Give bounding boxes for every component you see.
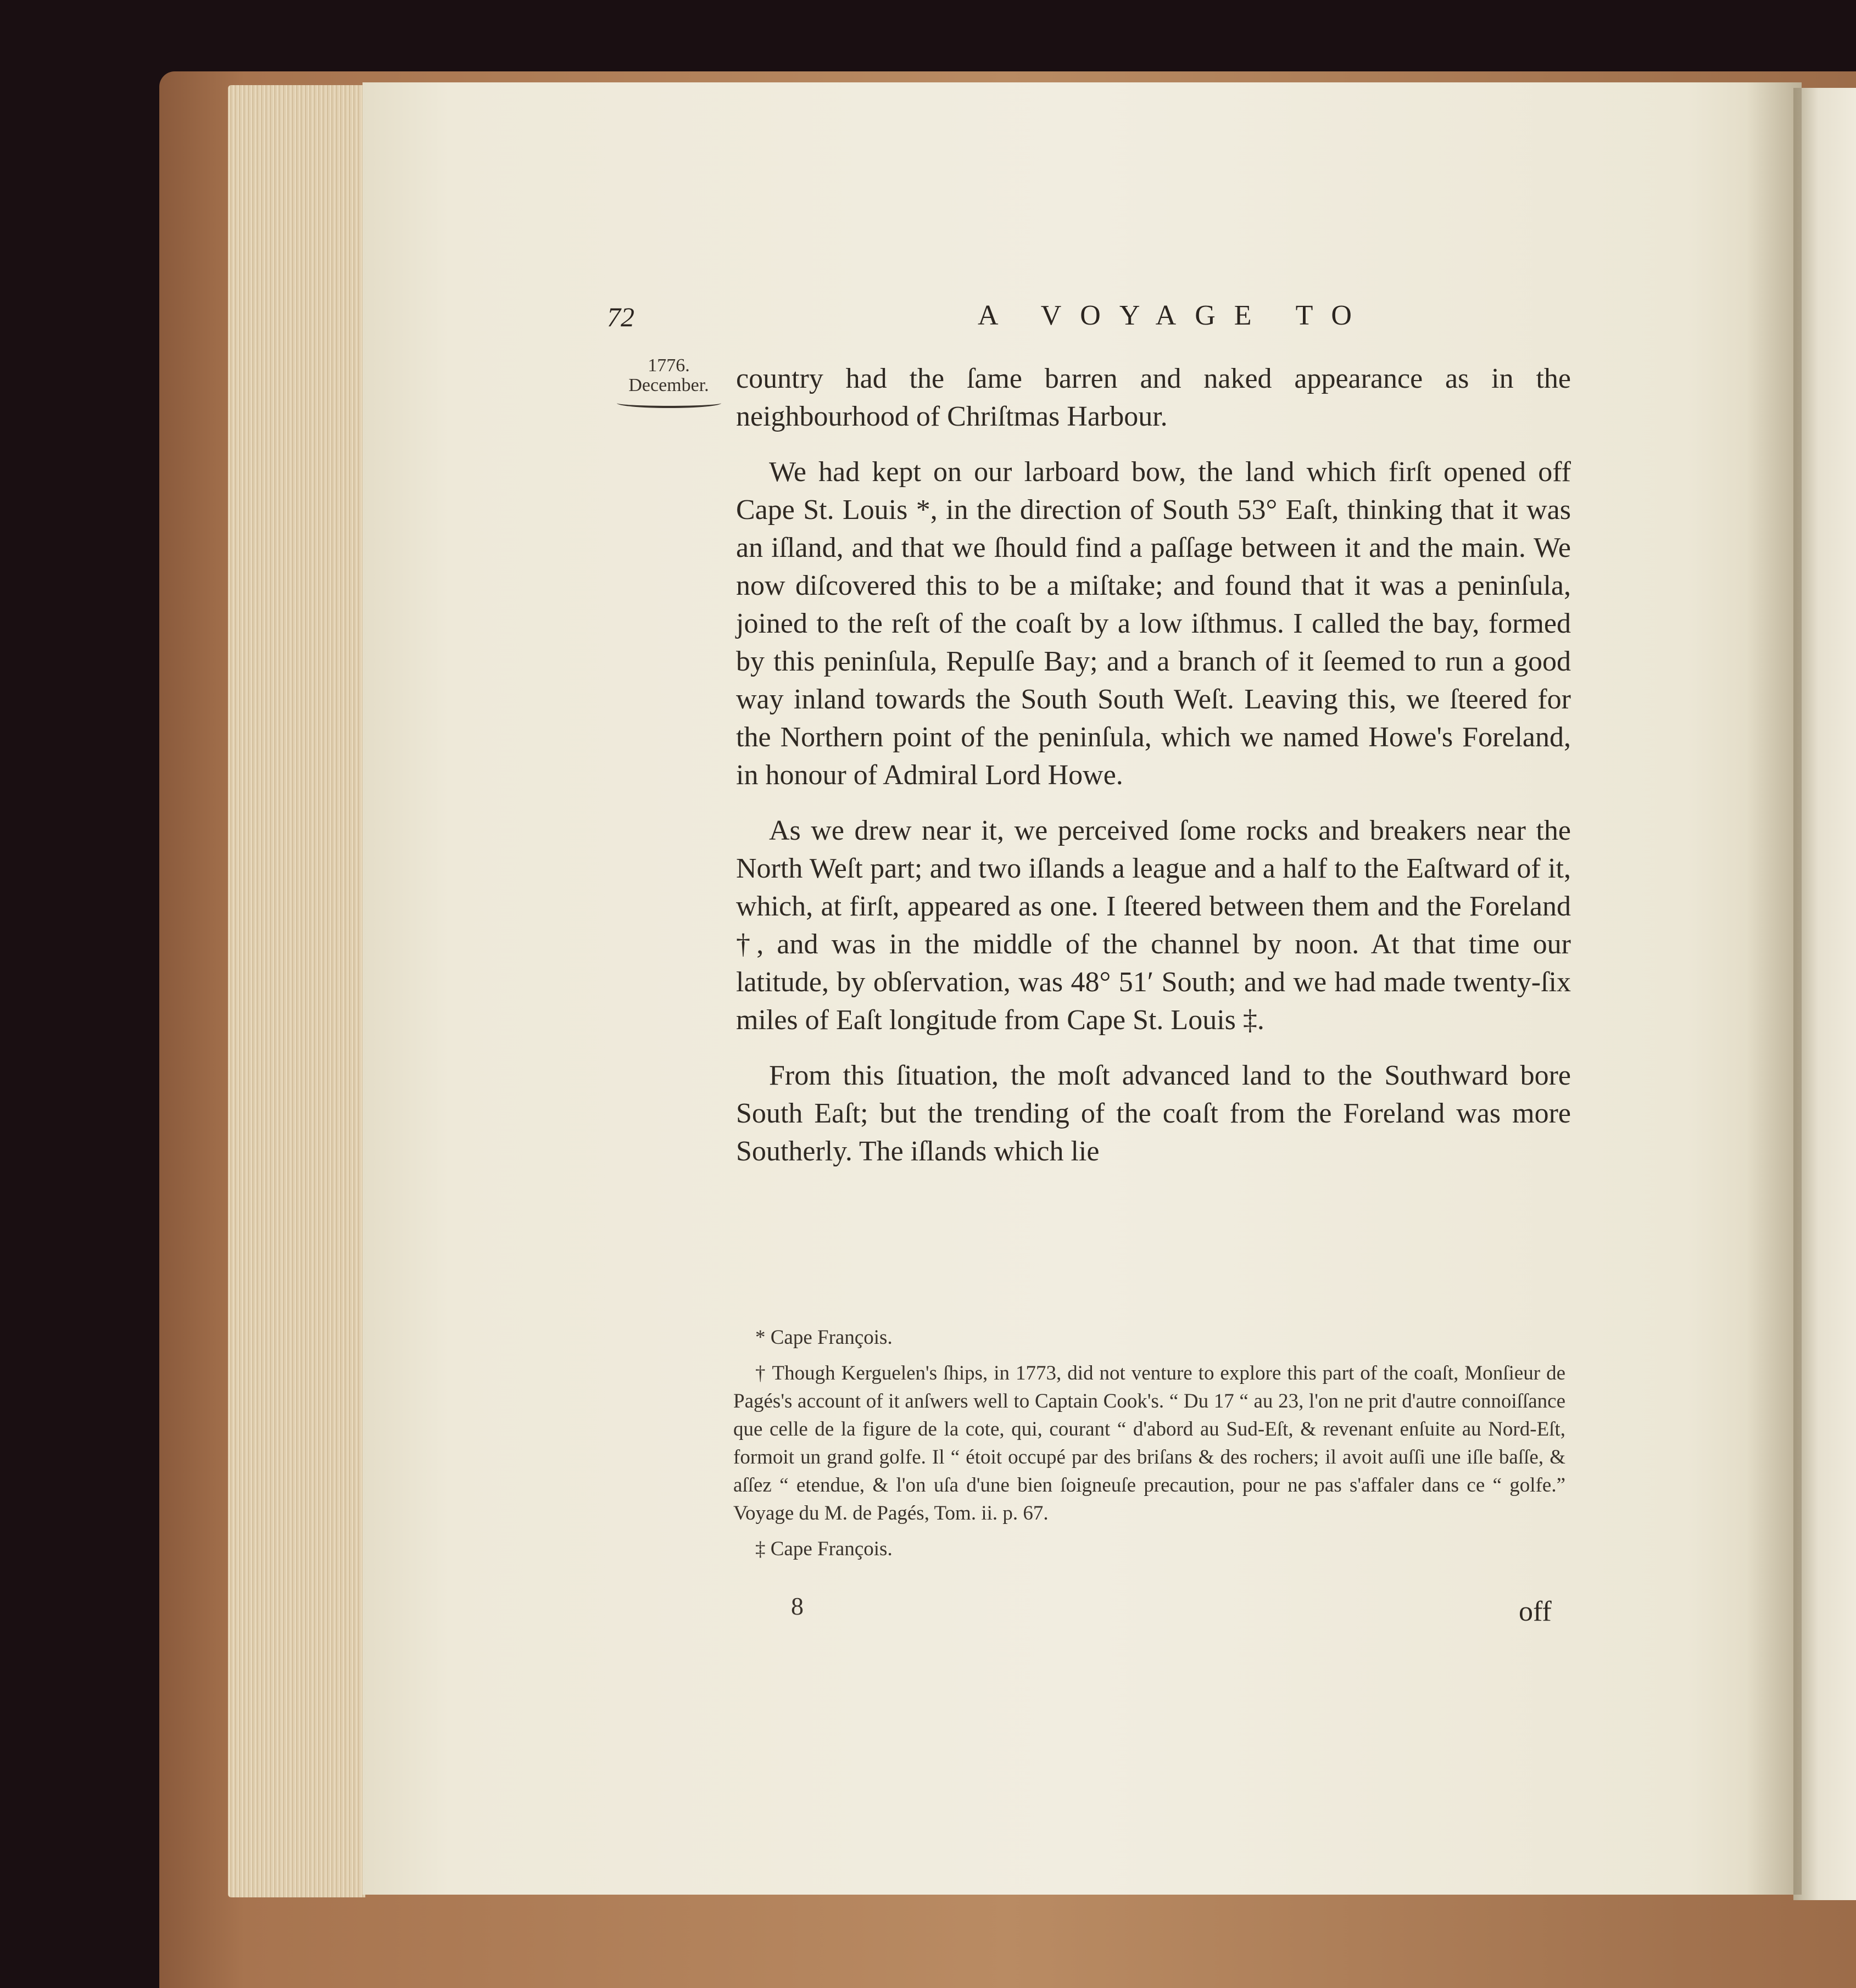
body-text bbox=[736, 360, 1571, 1188]
page-number: 72 bbox=[607, 301, 634, 332]
footnote-1: * Cape François. bbox=[755, 1326, 893, 1349]
page-edges bbox=[228, 85, 365, 1897]
margin-brace bbox=[617, 398, 721, 408]
margin-year: 1776. bbox=[648, 355, 690, 376]
margin-month: December. bbox=[628, 375, 709, 395]
paragraph-1: country had the ſame barren and naked appearance as in the neighbourhood of Chriſtmas Harbour. bbox=[736, 363, 1571, 432]
footnotes bbox=[733, 1324, 1565, 1571]
paragraph-2: We had kept on our larboard bow, the land which firſt opened off Cape St. Louis *, in the direction of South 53° Eaſt, thinking that it was an iſland, and that we ſhould find a paſſage between it and the main. We now diſcovered this to be a miſtake; and found that it was a peninſula, joined to the reſt of the coaſt by a low iſthmus. I called the bay, formed by this peninſula, Repulſe Bay; and a branch of it ſeemed to run a good way inland towards the South South Weſt. Leaving this, we ſteered for the Northern point of the peninſula, which we named Howe's Foreland, in honour of Admiral Lord Howe. bbox=[736, 456, 1571, 791]
paragraph-3: As we drew near it, we perceived ſome rocks and breakers near the North Weſt part; and two iſlands a league and a half to the Eaſtward of it, which, at firſt, appeared as one. I ſteered between them and the Foreland †, and was in the middle of the channel by noon. At that time our latitude, by obſervation, was 48° 51′ South; and we had made twenty-ſix miles of Eaſt longitude from Cape St. Louis ‡. bbox=[736, 815, 1571, 1036]
footnote-2: † Though Kerguelen's ſhips, in 1773, did not venture to explore this part of the coaſt, Monſieur de Pagés's account of it anſwers well to Captain Cook's. “ Du 17 “ au 23, l'on ne prit d'autre connoiſſance que celle de la figure de la cote, qui, courant “ d'abord au Sud-Eſt, & revenant enſuite au Nord-Eſt, formoit un grand golfe. Il “ étoit occupé par des briſans & des rochers; il avoit auſſi une iſle baſſe, & aſſez “ etendue, & l'on uſa d'une bien ſoigneuſe precaution, pour ne pas s'affaler dans ce “ golfe.” Voyage du M. de Pagés, Tom. ii. p. 67. bbox=[733, 1362, 1565, 1524]
margin-date-note bbox=[612, 356, 725, 408]
catchword: off bbox=[1519, 1596, 1552, 1627]
paragraph-4: From this ſituation, the moſt advanced land to the Southward bore South Eaſt; but the trending of the coaſt from the Foreland was more Southerly. The iſlands which lie bbox=[736, 1060, 1571, 1167]
footnote-3: ‡ Cape François. bbox=[755, 1538, 893, 1560]
gutter-shadow bbox=[1747, 82, 1802, 1895]
running-head-title: A VOYAGE TO bbox=[978, 300, 1370, 331]
facing-page-edge bbox=[1793, 88, 1856, 1900]
signature-mark: 8 bbox=[791, 1592, 804, 1620]
